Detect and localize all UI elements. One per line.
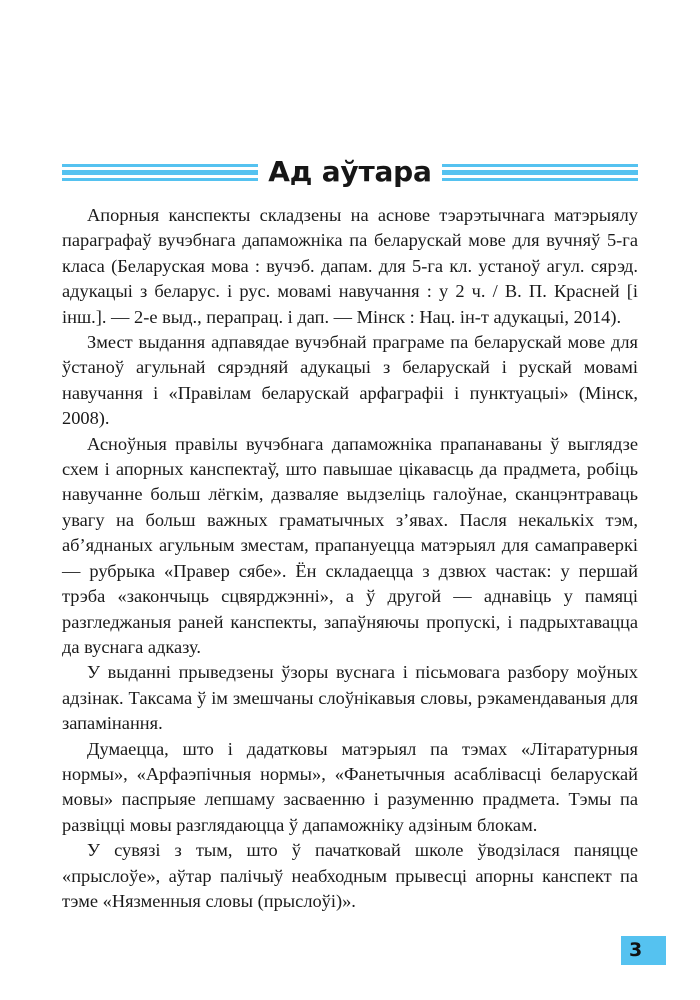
- paragraph: Асноўныя правілы вучэбнага дапаможніка прапанаваны ў выглядзе схем і апорных канспектаў, што павышае цікавасць да прадмета, робіць навучанне больш лёгкім, дазваляе выдзеліць галоўнае, сканцэнтраваць увагу на больш важных граматычных з’явах. Пасля некалькіх тэм, аб’яднаных агульным зместам, прапануецца матэрыял для самаправеркі — рубрыка «Правер сябе». Ён складаецца з дзвюх частак: у першай трэба «закончыць сцвярджэнні», а ў другой — аднавіць у памяці разгледжаныя раней канспекты, запаўняючы пропускі, і падрыхтавацца да вуснага адказу.: [62, 433, 638, 657]
- rule-line-top: [442, 164, 638, 167]
- rule-line-top: [62, 164, 258, 167]
- decorative-rule-left: [62, 164, 258, 181]
- page-number-value: 3: [629, 939, 643, 961]
- page-content: [62, 150, 638, 914]
- rule-line-middle: [442, 170, 638, 175]
- paragraph: Апорныя канспекты складзены на аснове тэарэтычнага матэрыялу параграфаў вучэбнага дапаможніка па беларускай мове для вучняў 5-га класа (Беларуская мова : вучэб. дапам. для 5-га кл. устаноў агул. сярэд. адукацыі з беларус. і рус. мовамі навучання : у 2 ч. / В. П. Красней [і інш.]. — 2-е выд., перапрац. і дап. — Мінск : Нац. ін-т адукацыі, 2014).: [62, 205, 638, 327]
- rule-line-bottom: [62, 178, 258, 181]
- paragraph: У выданні прыведзены ўзоры вуснага і пісьмовага разбору моўных адзінак. Таксама ў ім змешчаны слоўнікавыя словы, рэкамендаваныя для запамінання.: [62, 662, 638, 734]
- paragraph: Думаецца, што і дадатковы матэрыял па тэмах «Літаратурныя нормы», «Арфаэпічныя нормы», «Фанетычныя асаблівасці беларускай мовы» паспрыяе лепшаму засваенню і разуменню прадмета. Тэмы па развіцці мовы разглядаюцца ў дапаможніку адзіным блокам.: [62, 738, 638, 835]
- paragraph: У сувязі з тым, што ў пачатковай школе ўводзілася паняцце «прыслоўе», аўтар палічыў неабходным прывесці апорны канспект па тэме «Нязменныя словы (прыслоўі)».: [62, 840, 638, 911]
- page-title: Ад аўтара: [268, 155, 432, 188]
- decorative-rule-right: [442, 164, 638, 181]
- body-text: [62, 203, 638, 914]
- section-heading: [62, 150, 638, 194]
- paragraph: Змест выдання адпавядае вучэбнай праграме па беларускай мове для ўстаноў агульнай сярэдняй адукацыі з беларускай і рускай мовамі навучання і «Правілам беларускай арфаграфіі і пунктуацыі» (Мінск, 2008).: [62, 332, 638, 429]
- page-number-badge: [621, 936, 666, 965]
- rule-line-middle: [62, 170, 258, 175]
- rule-line-bottom: [442, 178, 638, 181]
